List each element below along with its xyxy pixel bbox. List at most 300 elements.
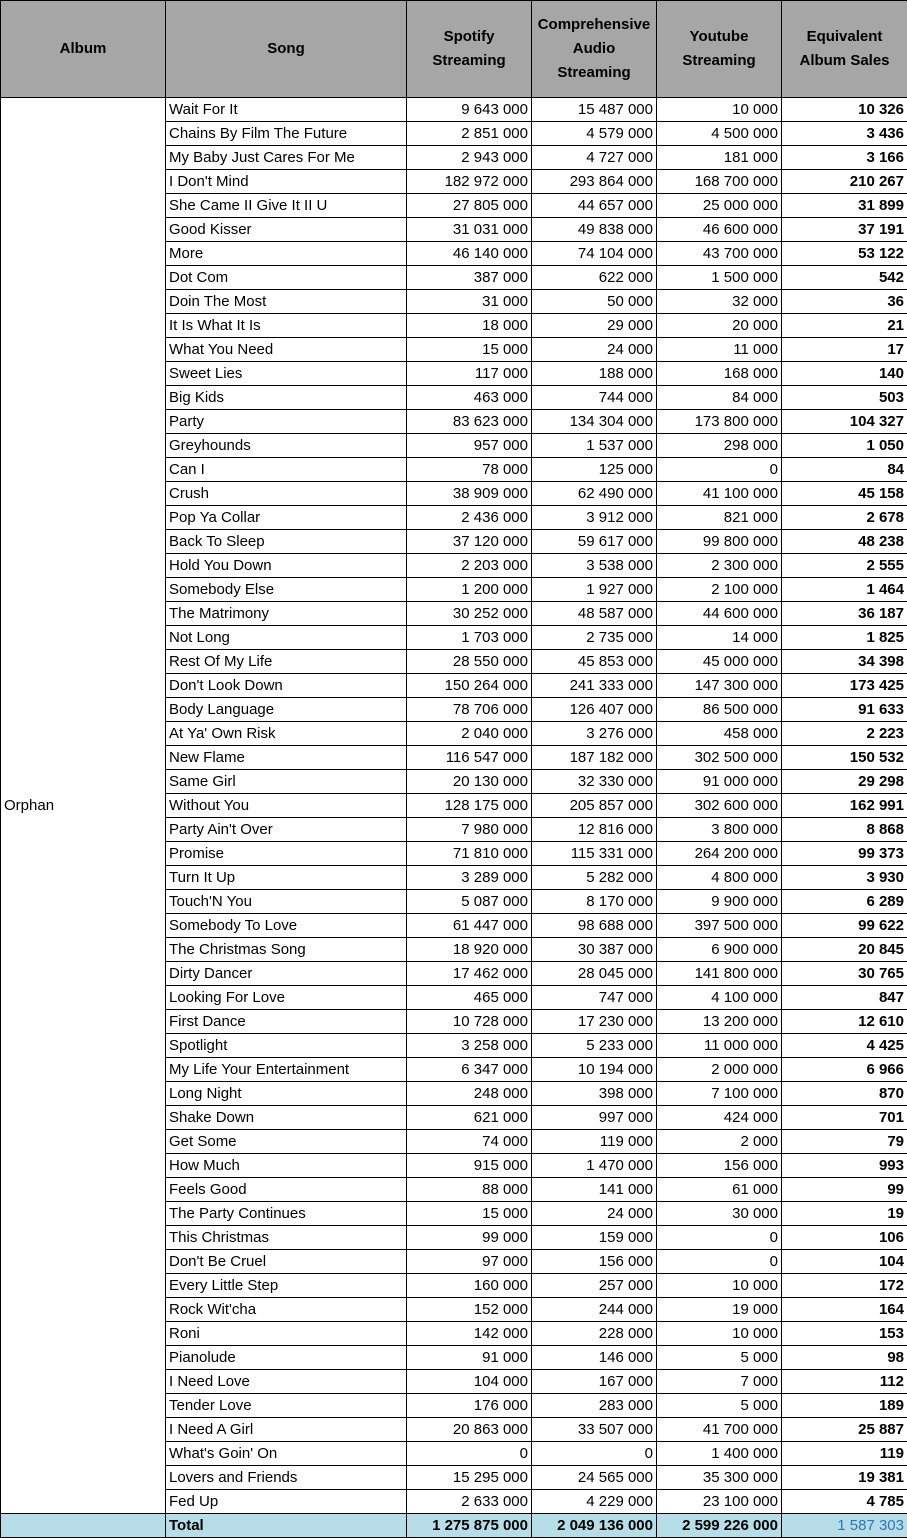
equivalent-album-sales-cell: 99 622	[782, 914, 907, 938]
youtube-streaming-cell: 45 000 000	[657, 650, 782, 674]
comprehensive-audio-streaming-cell: 241 333 000	[532, 674, 657, 698]
equivalent-album-sales-cell: 79	[782, 1130, 907, 1154]
comprehensive-audio-streaming-cell: 187 182 000	[532, 746, 657, 770]
song-name-cell: Wait For It	[166, 98, 407, 122]
song-name-cell: Can I	[166, 458, 407, 482]
youtube-streaming-cell: 173 800 000	[657, 410, 782, 434]
youtube-streaming-cell: 41 700 000	[657, 1418, 782, 1442]
youtube-streaming-cell: 25 000 000	[657, 194, 782, 218]
comprehensive-audio-streaming-cell: 156 000	[532, 1250, 657, 1274]
comprehensive-audio-streaming-cell: 744 000	[532, 386, 657, 410]
song-name-cell: I Don't Mind	[166, 170, 407, 194]
comprehensive-audio-streaming-cell: 228 000	[532, 1322, 657, 1346]
spotify-streaming-cell: 160 000	[407, 1274, 532, 1298]
equivalent-album-sales-cell: 4 785	[782, 1490, 907, 1514]
comprehensive-audio-streaming-cell: 3 276 000	[532, 722, 657, 746]
song-name-cell: Somebody To Love	[166, 914, 407, 938]
youtube-streaming-cell: 41 100 000	[657, 482, 782, 506]
equivalent-album-sales-cell: 119	[782, 1442, 907, 1466]
spotify-streaming-cell: 15 000	[407, 338, 532, 362]
spotify-streaming-cell: 150 264 000	[407, 674, 532, 698]
equivalent-album-sales-cell: 31 899	[782, 194, 907, 218]
equivalent-album-sales-cell: 1 050	[782, 434, 907, 458]
spotify-streaming-cell: 78 000	[407, 458, 532, 482]
song-name-cell: Pop Ya Collar	[166, 506, 407, 530]
song-name-cell: Big Kids	[166, 386, 407, 410]
equivalent-album-sales-cell: 84	[782, 458, 907, 482]
youtube-streaming-cell: 7 100 000	[657, 1082, 782, 1106]
spotify-streaming-cell: 18 920 000	[407, 938, 532, 962]
song-name-cell: Chains By Film The Future	[166, 122, 407, 146]
spotify-streaming-cell: 18 000	[407, 314, 532, 338]
comprehensive-audio-streaming-cell: 24 565 000	[532, 1466, 657, 1490]
equivalent-album-sales-cell: 150 532	[782, 746, 907, 770]
spotify-streaming-cell: 2 851 000	[407, 122, 532, 146]
comprehensive-audio-streaming-cell: 997 000	[532, 1106, 657, 1130]
comprehensive-audio-streaming-cell: 28 045 000	[532, 962, 657, 986]
song-name-cell: Same Girl	[166, 770, 407, 794]
spotify-streaming-cell: 182 972 000	[407, 170, 532, 194]
song-name-cell: More	[166, 242, 407, 266]
equivalent-album-sales-cell: 48 238	[782, 530, 907, 554]
comprehensive-audio-streaming-cell: 15 487 000	[532, 98, 657, 122]
comprehensive-audio-streaming-cell: 24 000	[532, 1202, 657, 1226]
youtube-streaming-cell: 84 000	[657, 386, 782, 410]
equivalent-album-sales-cell: 173 425	[782, 674, 907, 698]
equivalent-album-sales-cell: 870	[782, 1082, 907, 1106]
comprehensive-audio-streaming-cell: 4 229 000	[532, 1490, 657, 1514]
song-name-cell: Turn It Up	[166, 866, 407, 890]
table-row	[1, 98, 907, 122]
youtube-streaming-cell: 1 500 000	[657, 266, 782, 290]
comprehensive-audio-streaming-cell: 29 000	[532, 314, 657, 338]
header-row	[1, 1, 907, 98]
spotify-streaming-cell: 116 547 000	[407, 746, 532, 770]
equivalent-album-sales-cell: 106	[782, 1226, 907, 1250]
song-name-cell: Party	[166, 410, 407, 434]
youtube-streaming-cell: 298 000	[657, 434, 782, 458]
youtube-streaming-cell: 168 000	[657, 362, 782, 386]
equivalent-album-sales-cell: 21	[782, 314, 907, 338]
spotify-streaming-cell: 387 000	[407, 266, 532, 290]
equivalent-album-sales-cell: 99	[782, 1178, 907, 1202]
song-name-cell: Somebody Else	[166, 578, 407, 602]
spotify-streaming-cell: 104 000	[407, 1370, 532, 1394]
song-name-cell: What You Need	[166, 338, 407, 362]
song-name-cell: Get Some	[166, 1130, 407, 1154]
song-name-cell: How Much	[166, 1154, 407, 1178]
youtube-streaming-cell: 35 300 000	[657, 1466, 782, 1490]
youtube-streaming-cell: 44 600 000	[657, 602, 782, 626]
youtube-streaming-cell: 0	[657, 458, 782, 482]
comprehensive-audio-streaming-cell: 1 927 000	[532, 578, 657, 602]
spotify-streaming-cell: 15 000	[407, 1202, 532, 1226]
spotify-streaming-cell: 248 000	[407, 1082, 532, 1106]
comprehensive-audio-streaming-cell: 49 838 000	[532, 218, 657, 242]
spotify-streaming-cell: 0	[407, 1442, 532, 1466]
equivalent-album-sales-cell: 2 678	[782, 506, 907, 530]
comprehensive-audio-streaming-cell: 125 000	[532, 458, 657, 482]
youtube-streaming-cell: 99 800 000	[657, 530, 782, 554]
youtube-streaming-cell: 6 900 000	[657, 938, 782, 962]
youtube-streaming-cell: 4 500 000	[657, 122, 782, 146]
equivalent-album-sales-cell: 6 966	[782, 1058, 907, 1082]
song-name-cell: Looking For Love	[166, 986, 407, 1010]
spotify-streaming-cell: 46 140 000	[407, 242, 532, 266]
spotify-streaming-cell: 30 252 000	[407, 602, 532, 626]
spotify-streaming-cell: 10 728 000	[407, 1010, 532, 1034]
equivalent-album-sales-cell: 4 425	[782, 1034, 907, 1058]
song-name-cell: It Is What It Is	[166, 314, 407, 338]
spotify-streaming-cell: 88 000	[407, 1178, 532, 1202]
comprehensive-audio-streaming-cell: 12 816 000	[532, 818, 657, 842]
comprehensive-audio-streaming-cell: 398 000	[532, 1082, 657, 1106]
song-name-cell: The Christmas Song	[166, 938, 407, 962]
equivalent-album-sales-cell: 36	[782, 290, 907, 314]
spotify-streaming-cell: 20 130 000	[407, 770, 532, 794]
youtube-streaming-cell: 7 000	[657, 1370, 782, 1394]
equivalent-album-sales-cell: 20 845	[782, 938, 907, 962]
youtube-streaming-cell: 10 000	[657, 1274, 782, 1298]
song-name-cell: Rest Of My Life	[166, 650, 407, 674]
total-label-cell: Total	[166, 1514, 407, 1538]
spotify-streaming-cell: 957 000	[407, 434, 532, 458]
comprehensive-audio-streaming-cell: 5 282 000	[532, 866, 657, 890]
comprehensive-audio-streaming-cell: 205 857 000	[532, 794, 657, 818]
equivalent-album-sales-cell: 162 991	[782, 794, 907, 818]
comprehensive-audio-streaming-cell: 45 853 000	[532, 650, 657, 674]
comprehensive-audio-streaming-cell: 8 170 000	[532, 890, 657, 914]
header-album: Album	[1, 1, 166, 98]
youtube-streaming-cell: 91 000 000	[657, 770, 782, 794]
comprehensive-audio-streaming-cell: 33 507 000	[532, 1418, 657, 1442]
spotify-streaming-cell: 78 706 000	[407, 698, 532, 722]
comprehensive-audio-streaming-cell: 59 617 000	[532, 530, 657, 554]
comprehensive-audio-streaming-cell: 141 000	[532, 1178, 657, 1202]
youtube-streaming-cell: 11 000	[657, 338, 782, 362]
comprehensive-audio-streaming-cell: 622 000	[532, 266, 657, 290]
song-name-cell: Don't Be Cruel	[166, 1250, 407, 1274]
comprehensive-audio-streaming-cell: 188 000	[532, 362, 657, 386]
comprehensive-audio-streaming-cell: 293 864 000	[532, 170, 657, 194]
spotify-streaming-cell: 38 909 000	[407, 482, 532, 506]
youtube-streaming-cell: 2 300 000	[657, 554, 782, 578]
youtube-streaming-cell: 86 500 000	[657, 698, 782, 722]
song-name-cell: Sweet Lies	[166, 362, 407, 386]
spotify-streaming-cell: 5 087 000	[407, 890, 532, 914]
comprehensive-audio-streaming-cell: 62 490 000	[532, 482, 657, 506]
youtube-streaming-cell: 32 000	[657, 290, 782, 314]
spotify-streaming-cell: 3 258 000	[407, 1034, 532, 1058]
song-name-cell: Pianolude	[166, 1346, 407, 1370]
table-body	[1, 98, 907, 1538]
song-name-cell: Feels Good	[166, 1178, 407, 1202]
youtube-streaming-cell: 2 000	[657, 1130, 782, 1154]
comprehensive-audio-streaming-cell: 134 304 000	[532, 410, 657, 434]
comprehensive-audio-streaming-cell: 119 000	[532, 1130, 657, 1154]
comprehensive-audio-streaming-cell: 32 330 000	[532, 770, 657, 794]
youtube-streaming-cell: 821 000	[657, 506, 782, 530]
youtube-streaming-cell: 156 000	[657, 1154, 782, 1178]
song-name-cell: My Baby Just Cares For Me	[166, 146, 407, 170]
youtube-streaming-cell: 4 800 000	[657, 866, 782, 890]
equivalent-album-sales-cell: 45 158	[782, 482, 907, 506]
comprehensive-audio-streaming-cell: 3 538 000	[532, 554, 657, 578]
comprehensive-audio-streaming-cell: 44 657 000	[532, 194, 657, 218]
comprehensive-audio-streaming-cell: 2 735 000	[532, 626, 657, 650]
equivalent-album-sales-cell: 8 868	[782, 818, 907, 842]
equivalent-album-sales-cell: 1 464	[782, 578, 907, 602]
equivalent-album-sales-cell: 25 887	[782, 1418, 907, 1442]
youtube-streaming-cell: 2 000 000	[657, 1058, 782, 1082]
spotify-streaming-cell: 17 462 000	[407, 962, 532, 986]
total-album-cell	[1, 1514, 166, 1538]
song-name-cell: Back To Sleep	[166, 530, 407, 554]
song-name-cell: Not Long	[166, 626, 407, 650]
equivalent-album-sales-cell: 542	[782, 266, 907, 290]
equivalent-album-sales-cell: 1 825	[782, 626, 907, 650]
song-name-cell: Doin The Most	[166, 290, 407, 314]
equivalent-album-sales-cell: 19 381	[782, 1466, 907, 1490]
song-name-cell: Fed Up	[166, 1490, 407, 1514]
spotify-streaming-cell: 97 000	[407, 1250, 532, 1274]
spotify-streaming-cell: 20 863 000	[407, 1418, 532, 1442]
equivalent-album-sales-cell: 37 191	[782, 218, 907, 242]
spotify-streaming-cell: 28 550 000	[407, 650, 532, 674]
spotify-streaming-cell: 99 000	[407, 1226, 532, 1250]
song-name-cell: She Came II Give It II U	[166, 194, 407, 218]
equivalent-album-sales-cell: 701	[782, 1106, 907, 1130]
comprehensive-audio-streaming-cell: 50 000	[532, 290, 657, 314]
spotify-streaming-cell: 37 120 000	[407, 530, 532, 554]
spotify-streaming-cell: 2 040 000	[407, 722, 532, 746]
header-song: Song	[166, 1, 407, 98]
comprehensive-audio-streaming-cell: 126 407 000	[532, 698, 657, 722]
comprehensive-audio-streaming-cell: 48 587 000	[532, 602, 657, 626]
comprehensive-audio-streaming-cell: 4 727 000	[532, 146, 657, 170]
equivalent-album-sales-cell: 112	[782, 1370, 907, 1394]
comprehensive-audio-streaming-cell: 98 688 000	[532, 914, 657, 938]
comprehensive-audio-streaming-cell: 146 000	[532, 1346, 657, 1370]
total-youtube-cell: 2 599 226 000	[657, 1514, 782, 1538]
song-name-cell: This Christmas	[166, 1226, 407, 1250]
header-youtube-streaming: Youtube Streaming	[657, 1, 782, 98]
youtube-streaming-cell: 147 300 000	[657, 674, 782, 698]
song-name-cell: What's Goin' On	[166, 1442, 407, 1466]
spotify-streaming-cell: 176 000	[407, 1394, 532, 1418]
song-name-cell: Don't Look Down	[166, 674, 407, 698]
spotify-streaming-cell: 152 000	[407, 1298, 532, 1322]
spotify-streaming-cell: 465 000	[407, 986, 532, 1010]
equivalent-album-sales-cell: 172	[782, 1274, 907, 1298]
youtube-streaming-cell: 0	[657, 1226, 782, 1250]
youtube-streaming-cell: 424 000	[657, 1106, 782, 1130]
equivalent-album-sales-cell: 98	[782, 1346, 907, 1370]
song-name-cell: Crush	[166, 482, 407, 506]
song-name-cell: Promise	[166, 842, 407, 866]
comprehensive-audio-streaming-cell: 0	[532, 1442, 657, 1466]
header-equivalent-album-sales: Equivalent Album Sales	[782, 1, 907, 98]
youtube-streaming-cell: 0	[657, 1250, 782, 1274]
spotify-streaming-cell: 142 000	[407, 1322, 532, 1346]
spotify-streaming-cell: 128 175 000	[407, 794, 532, 818]
equivalent-album-sales-cell: 36 187	[782, 602, 907, 626]
equivalent-album-sales-cell: 29 298	[782, 770, 907, 794]
song-name-cell: Spotlight	[166, 1034, 407, 1058]
spotify-streaming-cell: 1 703 000	[407, 626, 532, 650]
song-name-cell: Party Ain't Over	[166, 818, 407, 842]
equivalent-album-sales-cell: 189	[782, 1394, 907, 1418]
youtube-streaming-cell: 9 900 000	[657, 890, 782, 914]
comprehensive-audio-streaming-cell: 747 000	[532, 986, 657, 1010]
comprehensive-audio-streaming-cell: 3 912 000	[532, 506, 657, 530]
equivalent-album-sales-cell: 164	[782, 1298, 907, 1322]
equivalent-album-sales-cell: 2 555	[782, 554, 907, 578]
spotify-streaming-cell: 915 000	[407, 1154, 532, 1178]
total-spotify-cell: 1 275 875 000	[407, 1514, 532, 1538]
spotify-streaming-cell: 15 295 000	[407, 1466, 532, 1490]
spotify-streaming-cell: 74 000	[407, 1130, 532, 1154]
youtube-streaming-cell: 43 700 000	[657, 242, 782, 266]
youtube-streaming-cell: 302 600 000	[657, 794, 782, 818]
song-name-cell: I Need Love	[166, 1370, 407, 1394]
spotify-streaming-cell: 2 436 000	[407, 506, 532, 530]
spotify-streaming-cell: 2 203 000	[407, 554, 532, 578]
spotify-streaming-cell: 31 031 000	[407, 218, 532, 242]
song-name-cell: I Need A Girl	[166, 1418, 407, 1442]
comprehensive-audio-streaming-cell: 244 000	[532, 1298, 657, 1322]
total-cas-cell: 2 049 136 000	[532, 1514, 657, 1538]
comprehensive-audio-streaming-cell: 115 331 000	[532, 842, 657, 866]
equivalent-album-sales-cell: 17	[782, 338, 907, 362]
youtube-streaming-cell: 11 000 000	[657, 1034, 782, 1058]
equivalent-album-sales-cell: 104	[782, 1250, 907, 1274]
youtube-streaming-cell: 5 000	[657, 1394, 782, 1418]
song-name-cell: First Dance	[166, 1010, 407, 1034]
comprehensive-audio-streaming-cell: 1 470 000	[532, 1154, 657, 1178]
youtube-streaming-cell: 168 700 000	[657, 170, 782, 194]
equivalent-album-sales-cell: 6 289	[782, 890, 907, 914]
youtube-streaming-cell: 302 500 000	[657, 746, 782, 770]
equivalent-album-sales-cell: 3 436	[782, 122, 907, 146]
equivalent-album-sales-cell: 99 373	[782, 842, 907, 866]
equivalent-album-sales-cell: 210 267	[782, 170, 907, 194]
spotify-streaming-cell: 71 810 000	[407, 842, 532, 866]
song-name-cell: Body Language	[166, 698, 407, 722]
song-name-cell: Roni	[166, 1322, 407, 1346]
spotify-streaming-cell: 2 943 000	[407, 146, 532, 170]
comprehensive-audio-streaming-cell: 10 194 000	[532, 1058, 657, 1082]
youtube-streaming-cell: 3 800 000	[657, 818, 782, 842]
spotify-streaming-cell: 2 633 000	[407, 1490, 532, 1514]
equivalent-album-sales-cell: 3 166	[782, 146, 907, 170]
song-name-cell: Good Kisser	[166, 218, 407, 242]
song-name-cell: New Flame	[166, 746, 407, 770]
comprehensive-audio-streaming-cell: 24 000	[532, 338, 657, 362]
header-spotify-streaming: Spotify Streaming	[407, 1, 532, 98]
equivalent-album-sales-cell: 91 633	[782, 698, 907, 722]
song-name-cell: Shake Down	[166, 1106, 407, 1130]
equivalent-album-sales-cell: 140	[782, 362, 907, 386]
youtube-streaming-cell: 10 000	[657, 1322, 782, 1346]
spotify-streaming-cell: 31 000	[407, 290, 532, 314]
comprehensive-audio-streaming-cell: 17 230 000	[532, 1010, 657, 1034]
comprehensive-audio-streaming-cell: 167 000	[532, 1370, 657, 1394]
equivalent-album-sales-cell: 847	[782, 986, 907, 1010]
youtube-streaming-cell: 397 500 000	[657, 914, 782, 938]
song-name-cell: My Life Your Entertainment	[166, 1058, 407, 1082]
youtube-streaming-cell: 19 000	[657, 1298, 782, 1322]
spotify-streaming-cell: 7 980 000	[407, 818, 532, 842]
comprehensive-audio-streaming-cell: 4 579 000	[532, 122, 657, 146]
equivalent-album-sales-cell: 993	[782, 1154, 907, 1178]
youtube-streaming-cell: 10 000	[657, 98, 782, 122]
youtube-streaming-cell: 13 200 000	[657, 1010, 782, 1034]
comprehensive-audio-streaming-cell: 30 387 000	[532, 938, 657, 962]
song-name-cell: Hold You Down	[166, 554, 407, 578]
youtube-streaming-cell: 14 000	[657, 626, 782, 650]
song-name-cell: The Party Continues	[166, 1202, 407, 1226]
song-name-cell: Without You	[166, 794, 407, 818]
spotify-streaming-cell: 9 643 000	[407, 98, 532, 122]
comprehensive-audio-streaming-cell: 159 000	[532, 1226, 657, 1250]
spotify-streaming-cell: 117 000	[407, 362, 532, 386]
youtube-streaming-cell: 2 100 000	[657, 578, 782, 602]
comprehensive-audio-streaming-cell: 257 000	[532, 1274, 657, 1298]
total-eas-cell: 1 587 303	[782, 1514, 907, 1538]
song-name-cell: Dirty Dancer	[166, 962, 407, 986]
equivalent-album-sales-cell: 3 930	[782, 866, 907, 890]
spotify-streaming-cell: 83 623 000	[407, 410, 532, 434]
youtube-streaming-cell: 5 000	[657, 1346, 782, 1370]
spotify-streaming-cell: 27 805 000	[407, 194, 532, 218]
song-name-cell: Every Little Step	[166, 1274, 407, 1298]
song-name-cell: Long Night	[166, 1082, 407, 1106]
youtube-streaming-cell: 1 400 000	[657, 1442, 782, 1466]
spotify-streaming-cell: 621 000	[407, 1106, 532, 1130]
equivalent-album-sales-cell: 104 327	[782, 410, 907, 434]
spotify-streaming-cell: 61 447 000	[407, 914, 532, 938]
equivalent-album-sales-cell: 19	[782, 1202, 907, 1226]
song-name-cell: Lovers and Friends	[166, 1466, 407, 1490]
equivalent-album-sales-cell: 2 223	[782, 722, 907, 746]
song-name-cell: Greyhounds	[166, 434, 407, 458]
youtube-streaming-cell: 4 100 000	[657, 986, 782, 1010]
equivalent-album-sales-cell: 10 326	[782, 98, 907, 122]
spotify-streaming-cell: 91 000	[407, 1346, 532, 1370]
youtube-streaming-cell: 264 200 000	[657, 842, 782, 866]
spotify-streaming-cell: 3 289 000	[407, 866, 532, 890]
spotify-streaming-cell: 463 000	[407, 386, 532, 410]
comprehensive-audio-streaming-cell: 5 233 000	[532, 1034, 657, 1058]
comprehensive-audio-streaming-cell: 1 537 000	[532, 434, 657, 458]
equivalent-album-sales-cell: 12 610	[782, 1010, 907, 1034]
comprehensive-audio-streaming-cell: 74 104 000	[532, 242, 657, 266]
youtube-streaming-cell: 141 800 000	[657, 962, 782, 986]
song-name-cell: Touch'N You	[166, 890, 407, 914]
song-name-cell: Rock Wit'cha	[166, 1298, 407, 1322]
equivalent-album-sales-cell: 153	[782, 1322, 907, 1346]
spotify-streaming-cell: 1 200 000	[407, 578, 532, 602]
youtube-streaming-cell: 458 000	[657, 722, 782, 746]
song-name-cell: At Ya' Own Risk	[166, 722, 407, 746]
song-name-cell: Dot Com	[166, 266, 407, 290]
youtube-streaming-cell: 23 100 000	[657, 1490, 782, 1514]
equivalent-album-sales-cell: 34 398	[782, 650, 907, 674]
equivalent-album-sales-cell: 503	[782, 386, 907, 410]
youtube-streaming-cell: 181 000	[657, 146, 782, 170]
youtube-streaming-cell: 46 600 000	[657, 218, 782, 242]
